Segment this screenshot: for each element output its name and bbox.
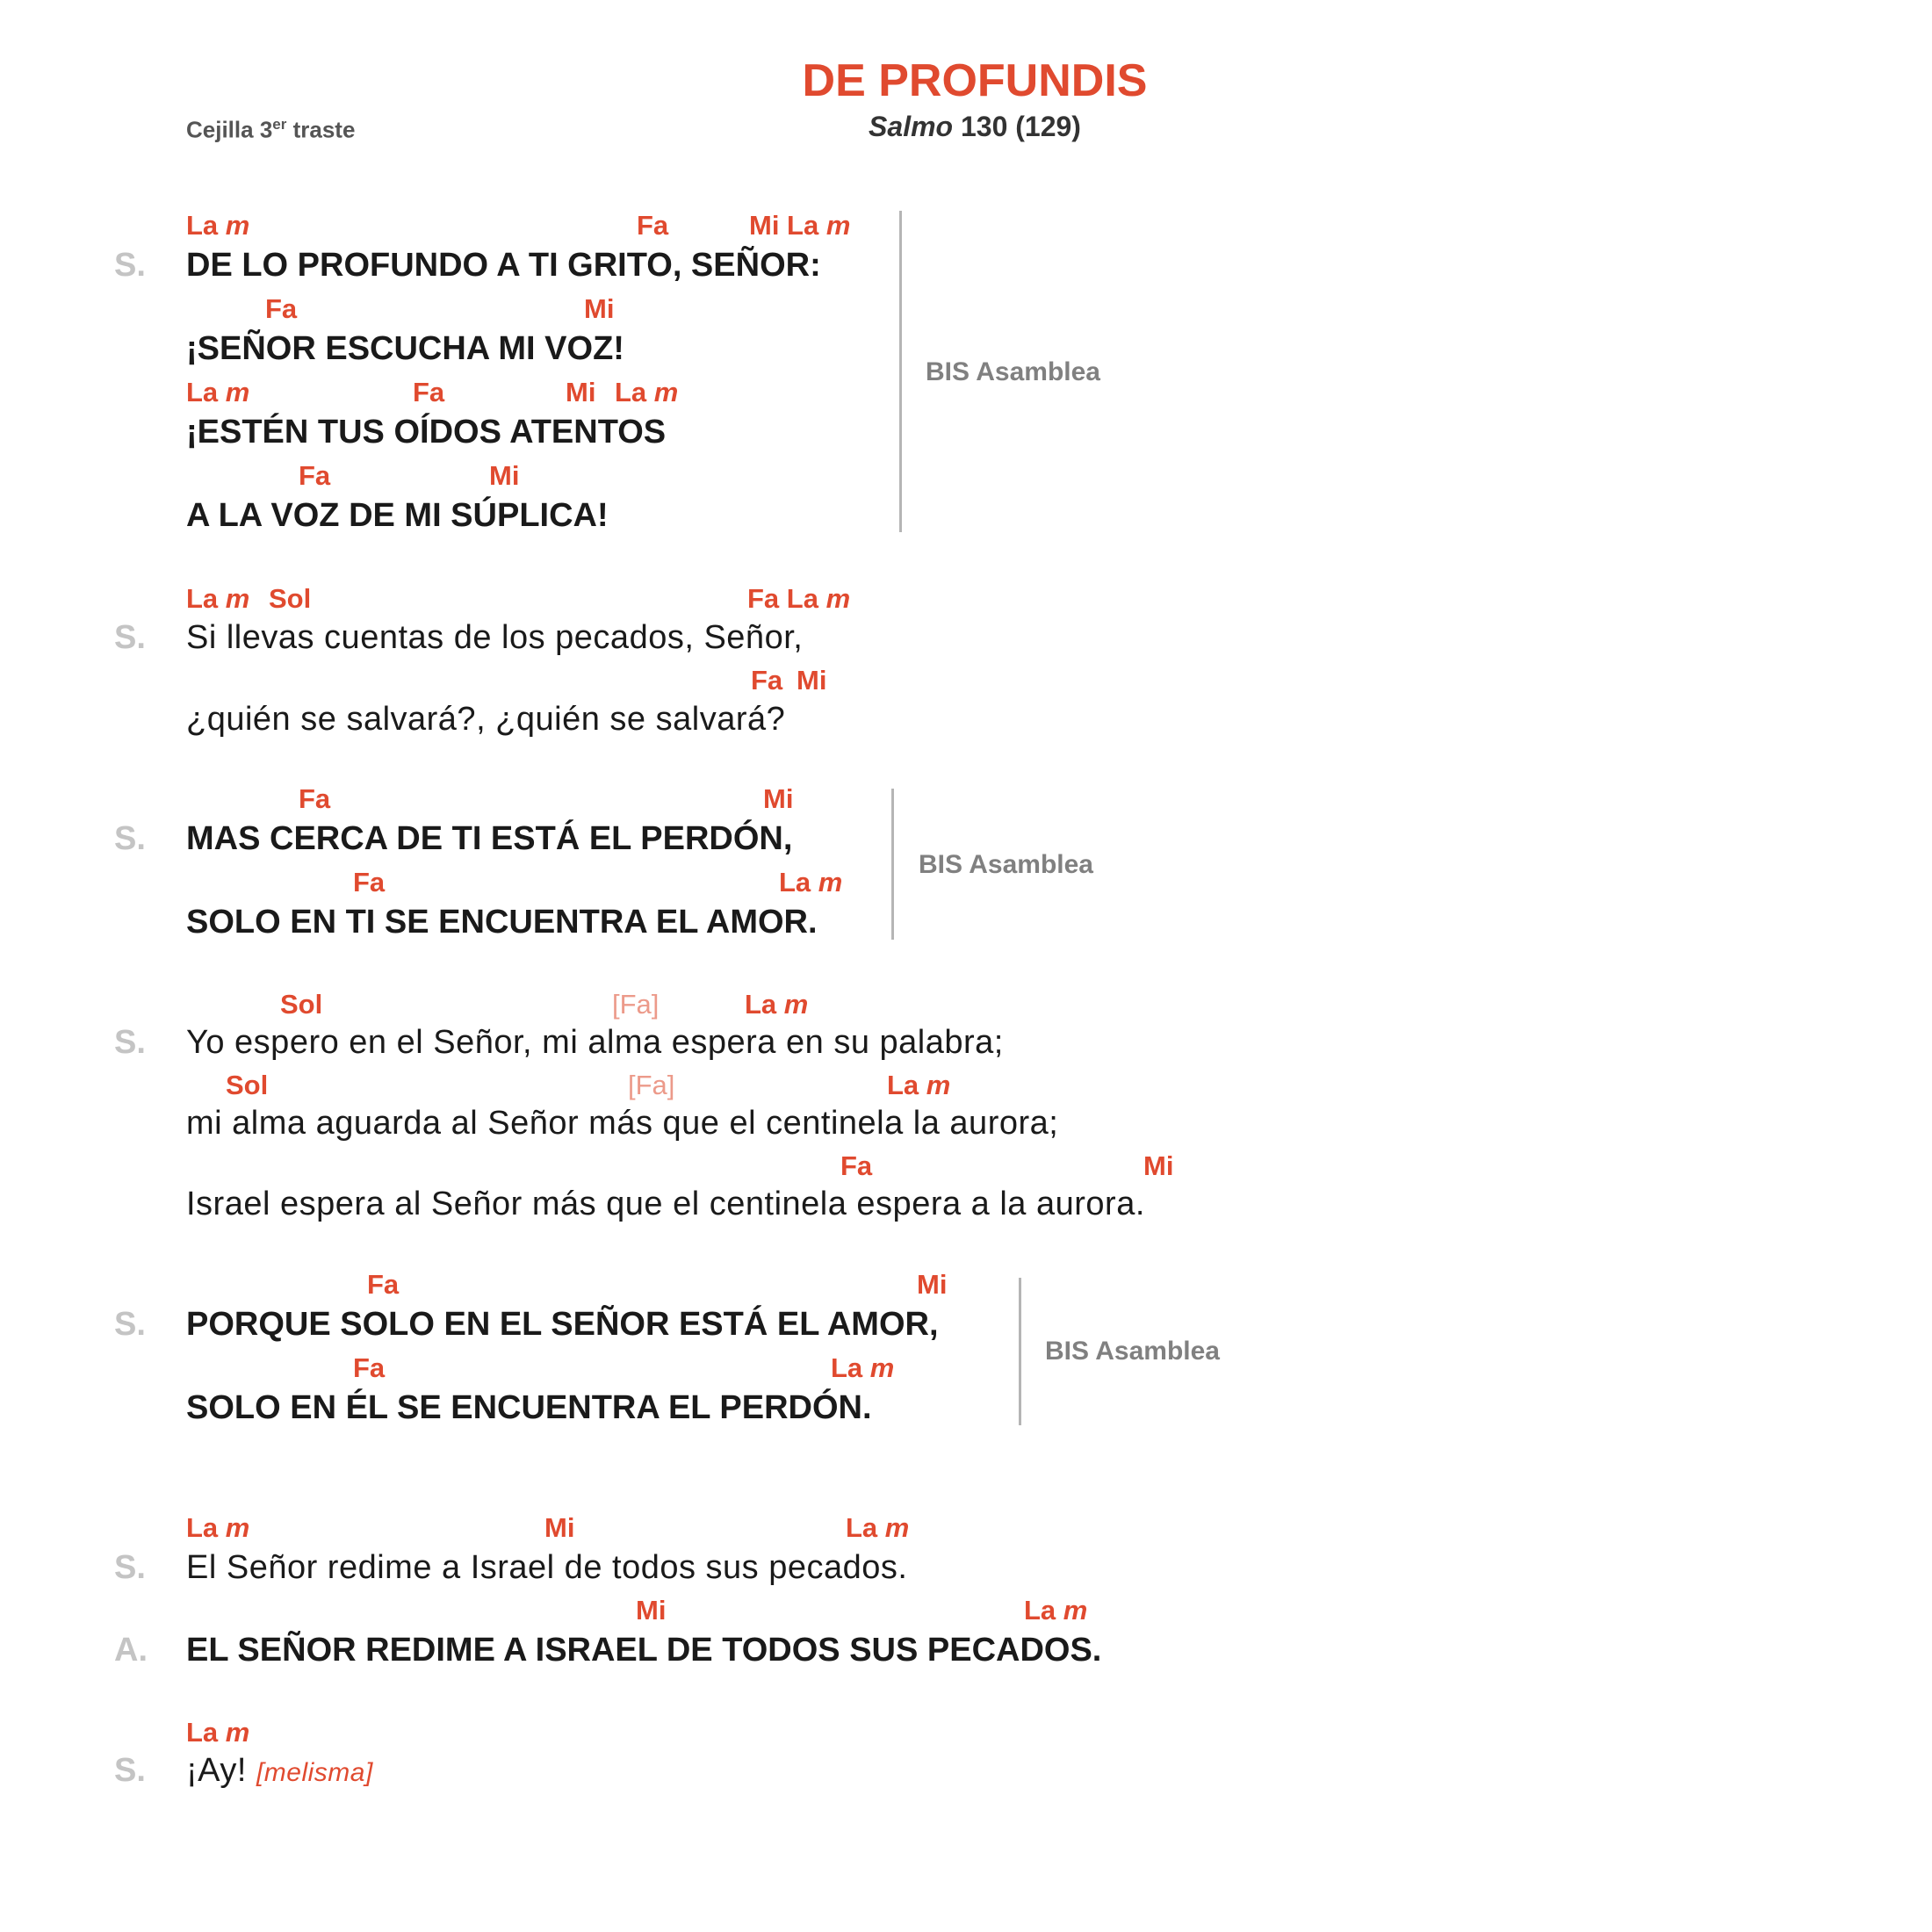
chord: Fa	[299, 460, 331, 491]
soloist-marker: S.	[114, 1549, 146, 1586]
chord: La m	[831, 1352, 895, 1383]
capo-sup: er	[272, 116, 287, 133]
lyric-line: El Señor redime a Israel de todos sus pecados.	[186, 1549, 908, 1586]
chord: Fa	[353, 867, 386, 898]
lyric-line: DE LO PROFUNDO A TI GRITO, SEÑOR:	[186, 247, 821, 284]
chord: Fa La m	[747, 583, 851, 614]
capo-note	[186, 116, 355, 144]
lyric-text: ¡Ay!	[186, 1752, 247, 1789]
chord: Sol	[226, 1070, 269, 1100]
lyric-line: SOLO EN ÉL SE ENCUENTRA EL PERDÓN.	[186, 1389, 872, 1426]
chord: Mi	[1143, 1150, 1174, 1181]
chord: La m	[186, 210, 250, 241]
bis-bracket	[899, 211, 902, 532]
lyric-line: mi alma aguarda al Señor más que el centinela la aurora;	[186, 1105, 1059, 1142]
soloist-marker: S.	[114, 1306, 146, 1343]
chord: La m	[186, 1512, 250, 1543]
lyric-line: Si llevas cuentas de los pecados, Señor,	[186, 619, 804, 656]
chord: Mi	[763, 783, 794, 814]
chord: La m	[186, 583, 250, 614]
lyric-line	[186, 1752, 373, 1790]
lyric-line: SOLO EN TI SE ENCUENTRA EL AMOR.	[186, 904, 818, 941]
chord: Mi	[566, 377, 596, 407]
chord: Sol	[280, 989, 323, 1020]
chord: Fa	[751, 665, 783, 696]
chord: Fa	[353, 1352, 386, 1383]
chord: La m	[1024, 1595, 1088, 1626]
lyric-line: ¡ESTÉN TUS OÍDOS ATENTOS	[186, 414, 667, 451]
chord: La m	[779, 867, 843, 898]
chord: Mi	[917, 1269, 948, 1300]
chord: Fa	[840, 1150, 873, 1181]
lyric-line: ¿quién se salvará?, ¿quién se salvará?	[186, 701, 786, 738]
lyric-line: PORQUE SOLO EN EL SEÑOR ESTÁ EL AMOR,	[186, 1306, 939, 1343]
capo-prefix: Cejilla 3	[186, 116, 273, 143]
capo-suffix: traste	[286, 116, 356, 143]
lyric-line: Israel espera al Señor más que el centinela espera a la aurora.	[186, 1186, 1145, 1222]
subtitle-psalm-number: 130 (129)	[953, 111, 1081, 142]
chord: Fa	[637, 210, 669, 241]
bis-bracket	[1019, 1278, 1021, 1425]
bis-bracket	[891, 789, 894, 940]
melisma-annotation: [melisma]	[256, 1758, 373, 1787]
chord: La m	[186, 1717, 250, 1748]
bis-label: BIS Asamblea	[926, 357, 1100, 386]
chord: Fa	[265, 293, 298, 324]
bis-label: BIS Asamblea	[1045, 1337, 1220, 1366]
lyric-line: MAS CERCA DE TI ESTÁ EL PERDÓN,	[186, 820, 793, 857]
chord: Mi	[584, 293, 615, 324]
assembly-marker: A.	[114, 1632, 148, 1669]
chord: La m	[846, 1512, 910, 1543]
chord: Mi	[636, 1595, 667, 1626]
song-title: DE PROFUNDIS	[802, 55, 1148, 106]
chord-optional: [Fa]	[612, 989, 660, 1020]
lyric-line: A LA VOZ DE MI SÚPLICA!	[186, 497, 609, 534]
chord: Mi	[489, 460, 520, 491]
subtitle-psalm-word: Salmo	[869, 111, 954, 142]
chord: Fa	[413, 377, 445, 407]
chord: La m	[186, 377, 250, 407]
soloist-marker: S.	[114, 1024, 146, 1061]
soloist-marker: S.	[114, 247, 146, 284]
song-subtitle	[869, 111, 1081, 143]
chord: Fa	[367, 1269, 400, 1300]
chord: La m	[887, 1070, 951, 1100]
chord: Sol	[269, 583, 312, 614]
soloist-marker: S.	[114, 820, 146, 857]
soloist-marker: S.	[114, 1752, 146, 1789]
chord: Mi La m	[749, 210, 851, 241]
chord: La m	[615, 377, 679, 407]
lyric-line: Yo espero en el Señor, mi alma espera en su palabra;	[186, 1024, 1004, 1061]
lyric-line: EL SEÑOR REDIME A ISRAEL DE TODOS SUS PECADOS.	[186, 1632, 1102, 1669]
bis-label: BIS Asamblea	[919, 850, 1093, 879]
chord: La m	[745, 989, 809, 1020]
chord-optional: [Fa]	[628, 1070, 675, 1100]
chord: Mi	[797, 665, 827, 696]
chord: Mi	[544, 1512, 575, 1543]
soloist-marker: S.	[114, 619, 146, 656]
chord: Fa	[299, 783, 331, 814]
lyric-line: ¡SEÑOR ESCUCHA MI VOZ!	[186, 330, 624, 367]
